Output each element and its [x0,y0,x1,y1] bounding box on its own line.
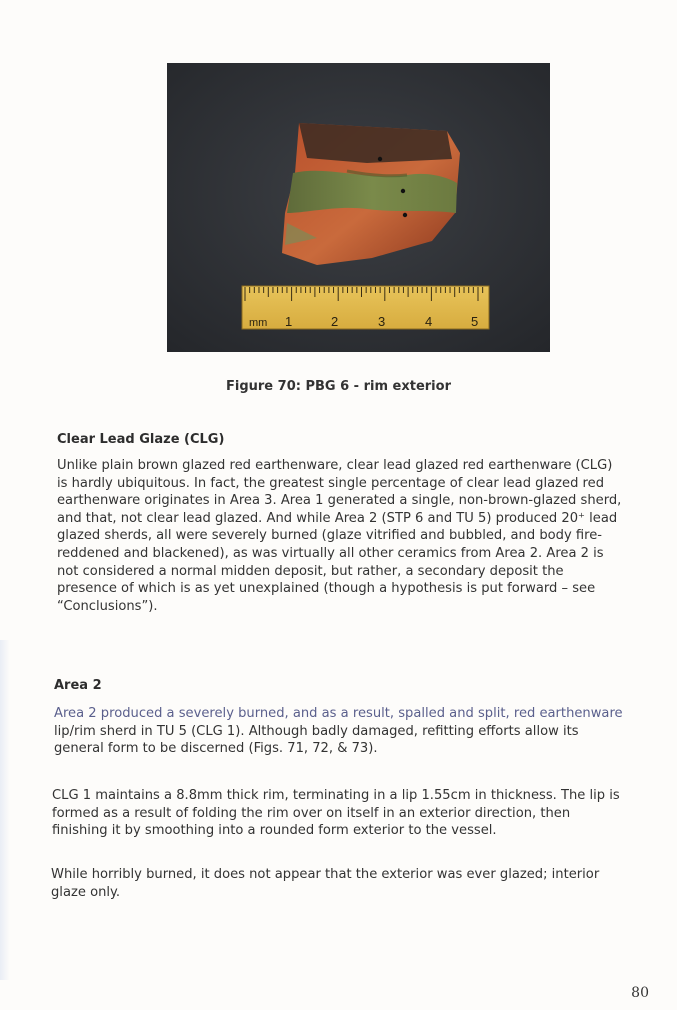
ruler-unit-label: mm [249,317,268,329]
paragraph-clg1-rim [52,787,620,840]
ruler-number-3: 3 [378,314,386,329]
paragraph-area-2-intro [54,705,623,758]
section-heading-clg: Clear Lead Glaze (CLG) [57,432,225,447]
figure-caption: Figure 70: PBG 6 - rim exterior [226,379,451,394]
ruler-number-4: 4 [425,314,433,329]
text-line: earthenware originates in Area 3. Area 1 generated a single, non-brown-glazed sherd, [57,493,622,509]
text-line: general form to be discerned (Figs. 71, 72, & 73). [54,741,378,757]
text-line: Unlike plain brown glazed red earthenware, clear lead glazed red earthenware (CLG) [57,458,613,473]
paragraph-clg [57,457,621,615]
figure-70-image [167,63,550,352]
text-line: glazed sherds, all were severely burned (glaze vitrified and bubbled, and body fire- [57,528,602,544]
text-line: Area 2 produced a severely burned, and as a result, spalled and split, red earthenware [54,706,623,721]
text-line: lip/rim sherd in TU 5 (CLG 1). Although badly damaged, refitting efforts allow its [54,723,579,739]
text-line: not considered a normal midden deposit, but rather, a secondary deposit the [57,563,564,579]
ruler-number-1: 1 [285,314,293,329]
text-line: and that, not clear lead glazed. And while Area 2 (STP 6 and TU 5) produced 20⁺ lead [57,510,618,526]
text-line: While horribly burned, it does not appear that the exterior was ever glazed; interior [51,867,600,882]
page-number: 80 [631,985,649,1001]
section-heading-area-2: Area 2 [54,678,102,693]
text-line: finishing it by smoothing into a rounded form exterior to the vessel. [52,823,497,839]
text-line: formed as a result of folding the rim over on itself in an exterior direction, then [52,805,571,821]
figure-photo-sherd-with-ruler [167,63,550,352]
paragraph-glaze-note [51,866,599,901]
text-line: glaze only. [51,884,121,900]
text-line: presence of which is as yet unexplained (though a hypothesis is put forward – see [57,581,596,597]
ruler-number-5: 5 [471,314,479,329]
text-line: “Conclusions”). [57,598,158,614]
ruler-number-2: 2 [331,314,339,329]
text-line: CLG 1 maintains a 8.8mm thick rim, terminating in a lip 1.55cm in thickness. The lip is [52,788,620,803]
text-line: reddened and blackened), as was virtually all other ceramics from Area 2. Area 2 is [57,545,604,561]
ruler [242,286,489,329]
text-line: is hardly ubiquitous. In fact, the greatest single percentage of clear lead glazed red [57,475,605,491]
scan-edge-tint [0,640,10,980]
